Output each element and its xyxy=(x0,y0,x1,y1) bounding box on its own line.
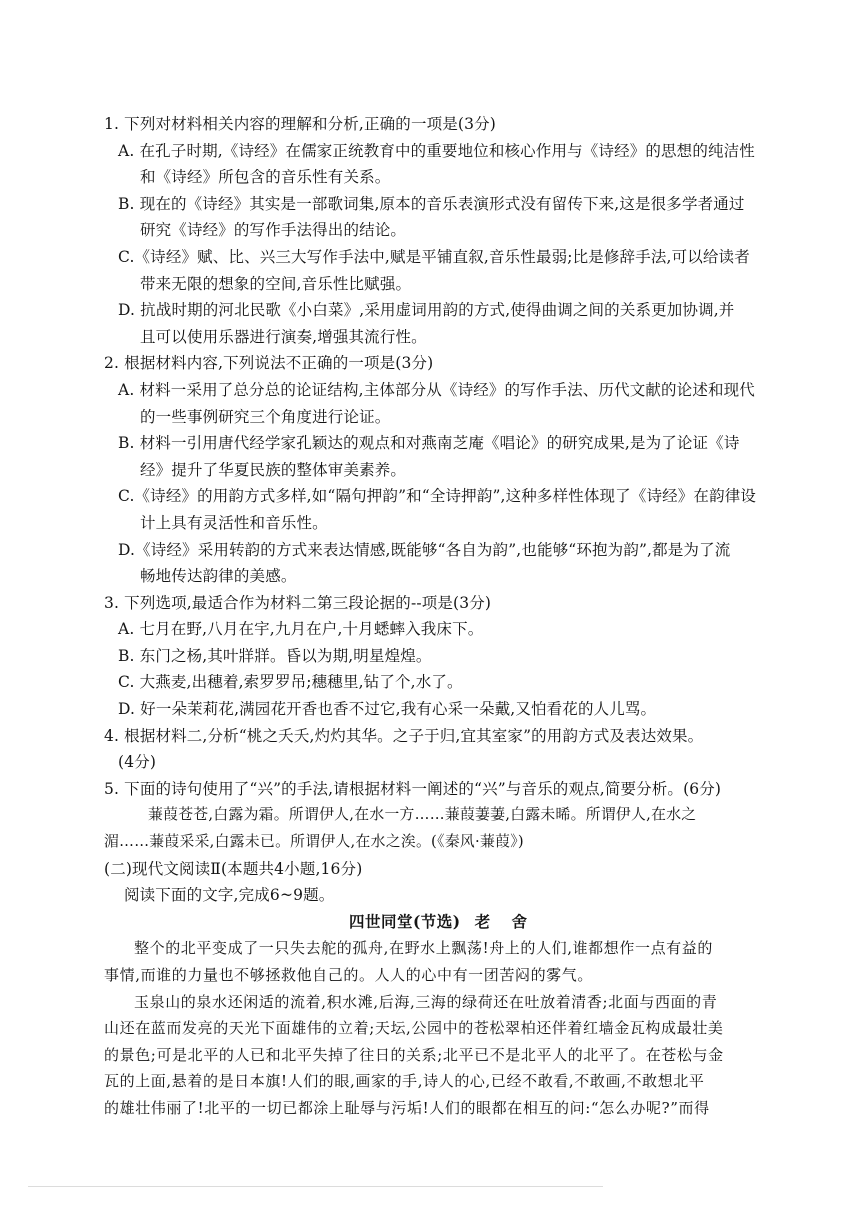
question-3 xyxy=(104,590,780,723)
reading-instruction: 阅读下面的文字,完成6~9题。 xyxy=(124,886,335,905)
option-a: A. 材料一采用了总分总的论证结构,主体部分从《诗经》的写作手法、历代文献的论述和现代 的一些事例研究三个角度进行论证。 xyxy=(118,380,755,426)
question-stem: 5. 下面的诗句使用了“兴”的手法,请根据材料一阐述的“兴”与音乐的观点,简要分析。(6分) xyxy=(104,779,722,798)
question-2 xyxy=(104,350,780,589)
question-score: (4分) xyxy=(118,753,157,772)
title-text: 四世同堂(节选) xyxy=(348,911,461,931)
question-4 xyxy=(104,723,780,776)
option-d: D. 抗战时期的河北民歌《小白菜》,采用虚词用韵的方式,使得曲调之间的关系更加协调,并 且可以使用乐器进行演奏,增强其流行性。 xyxy=(118,301,735,346)
section-heading: (二)现代文阅读Ⅱ(本题共4小题,16分) xyxy=(104,859,363,878)
question-stem: 3. 下列选项,最适合作为材料二第三段论据的--项是(3分) xyxy=(104,593,492,612)
question-stem: 1. 下列对材料相关内容的理解和分析,正确的一项是(3分) xyxy=(104,115,496,133)
page-divider xyxy=(28,1186,603,1187)
passage xyxy=(104,935,780,1121)
question-stem: 4. 根据材料二,分析“桃之夭夭,灼灼其华。之子于归,宜其室家”的用韵方式及表达效果。 xyxy=(104,726,704,745)
option-a: A. 在孔子时期,《诗经》在儒家正统教育中的重要地位和核心作用与《诗经》的思想的纯洁性 和《诗经》所包含的音乐性有关系。 xyxy=(118,141,755,187)
passage-paragraph-1: 整个的北平变成了一只失去舵的孤舟,在野水上飘荡!舟上的人们,谁都想作一点有益的 事情,而谁的力量也不够拯救他自己的。人人的心中有一团苦闷的雾气。 xyxy=(104,939,713,984)
question-5 xyxy=(104,776,780,856)
option-c: C.《诗经》赋、比、兴三大写作手法中,赋是平铺直叙,音乐性最弱;比是修辞手法,可以给读者 带来无限的想象的空间,音乐性比赋强。 xyxy=(118,247,750,293)
option-d: D.《诗经》采用转韵的方式来表达情感,既能够“各自为韵”,也能够“环抱为韵”,都是为了流 畅地传达韵律的美感。 xyxy=(118,540,731,586)
author-name: 老 舍 xyxy=(474,911,536,931)
question-1 xyxy=(104,111,780,350)
option-b: B. 东门之杨,其叶牂牂。昏以为期,明星煌煌。 xyxy=(118,646,432,665)
passage-title xyxy=(104,909,780,936)
option-a: A. 七月在野,八月在宇,九月在户,十月蟋蟀入我床下。 xyxy=(118,620,484,639)
option-b: B. 材料一引用唐代经学家孔颖达的观点和对燕南芝庵《唱论》的研究成果,是为了论证《诗 经》提升了华夏民族的整体审美素养。 xyxy=(118,434,740,479)
option-d: D. 好一朵茉莉花,满园花开香也香不过它,我有心采一朵戴,又怕看花的人儿骂。 xyxy=(118,700,657,719)
passage-paragraph-2: 玉泉山的泉水还闲适的流着,积水滩,后海,三海的绿荷还在吐放着清香;北面与西面的青 山还在蓝而发亮的天光下面雄伟的立着;天坛,公园中的苍松翠柏还伴着红墙金瓦构成最壮美 的景色;可是北平的人已和北平失掉了往日的关系;北平已不是北平人的北平了。在苍松与金 瓦的上面,悬着的是日本旗!人们的眼,画家的手,诗人的心,已经不敢看,不敢画,不敢想北平 的雄壮伟丽了!北平的一切已都涂上耻辱与污垢!人们的眼都在相互的问:“怎么办呢?”而得 xyxy=(104,992,724,1117)
option-c: C. 大燕麦,出穗着,索罗罗吊;穗穗里,钻了个,水了。 xyxy=(118,673,463,692)
option-c: C.《诗经》的用韵方式多样,如“隔句押韵”和“全诗押韵”,这种多样性体现了《诗经》在韵律设 计上具有灵活性和音乐性。 xyxy=(118,487,757,532)
poem-line: 蒹葭苍苍,白露为霜。所谓伊人,在水一方……蒹葭萋萋,白露未晞。所谓伊人,在水之 xyxy=(148,806,697,824)
poem-line: 湄……蒹葭采采,白露未已。所谓伊人,在水之涘。(《秦风·蒹葭》) xyxy=(104,833,524,851)
page-content xyxy=(104,111,780,1122)
question-stem: 2. 根据材料内容,下列说法不正确的一项是(3分) xyxy=(104,354,434,373)
option-b: B. 现在的《诗经》其实是一部歌词集,原本的音乐表演形式没有留传下来,这是很多学者通过 研究《诗经》的写作手法得出的结论。 xyxy=(118,194,745,240)
